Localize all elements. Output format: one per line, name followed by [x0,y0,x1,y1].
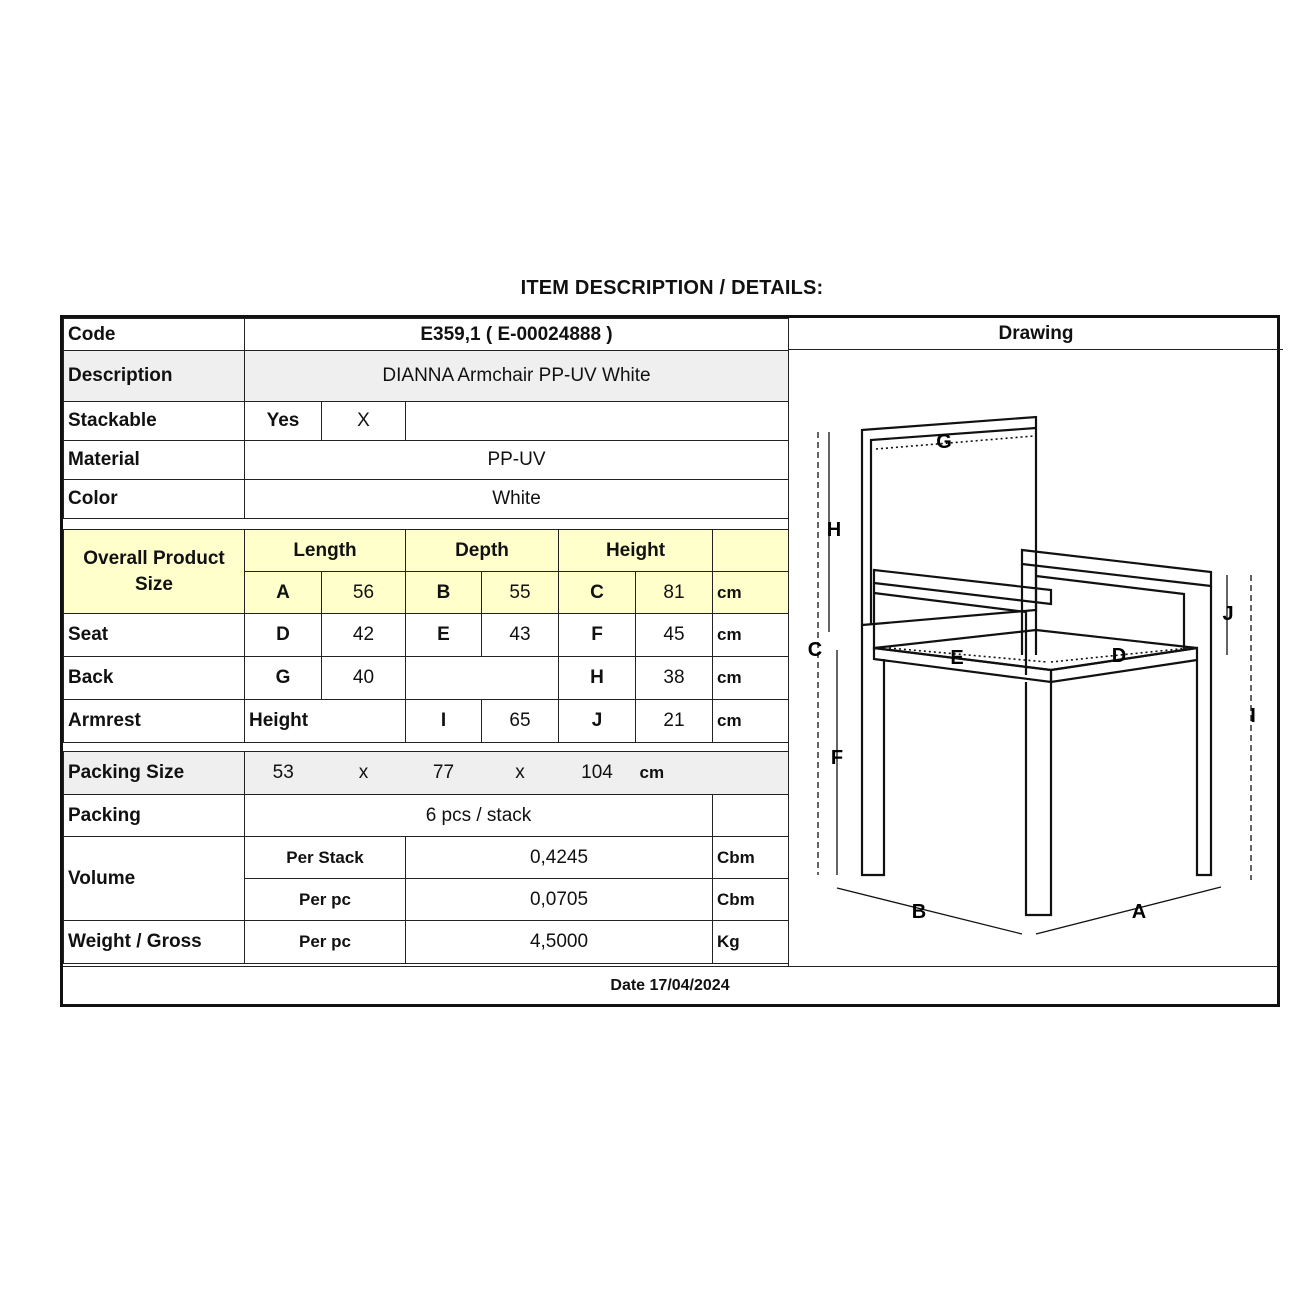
chair-front-left-leg [862,625,884,875]
packing-size-x2: x [482,752,559,795]
dim-label-b: B [911,901,927,923]
gap-row [64,519,789,530]
dim-label-e: E [950,647,964,669]
back-h-letter: H [559,657,636,700]
overall-c-value: 81 [636,572,713,614]
seat-e-value: 43 [482,614,559,657]
packing-size-h: 104 [559,752,636,795]
back-label: Back [64,657,245,700]
code-label: Code [64,319,245,351]
dim-label-g: G [936,431,952,453]
item-sheet [60,315,1280,1007]
material-label: Material [64,441,245,480]
material-value: PP-UV [245,441,789,480]
seat-d-letter: D [245,614,322,657]
row-material [64,441,789,480]
overall-a-letter: A [245,572,322,614]
back-g-value: 40 [322,657,406,700]
volume-per-stack-label: Per Stack [245,837,406,879]
description-value: DIANNA Armchair PP-UV White [245,351,789,402]
dim-label-d: D [1111,645,1127,667]
row-armrest [64,700,789,743]
row-back [64,657,789,700]
row-description [64,351,789,402]
seat-f-value: 45 [636,614,713,657]
length-header: Length [245,530,406,572]
row-seat [64,614,789,657]
seat-f-letter: F [559,614,636,657]
row-color [64,480,789,519]
row-packing [64,795,789,837]
chair-right-arm [1022,550,1211,586]
armrest-sub: Height [245,700,406,743]
specs-table [63,318,789,964]
height-header: Height [559,530,713,572]
dim-label-i: I [1250,705,1256,727]
row-overall-headers [64,530,789,572]
drawing-title: Drawing [788,318,1283,350]
weight-unit: Kg [713,921,789,964]
dim-label-j: J [1222,603,1234,625]
page-title: ITEM DESCRIPTION / DETAILS: [520,277,824,299]
row-weight [64,921,789,964]
packing-size-unit: cm [636,752,713,795]
packing-size-x1: x [322,752,406,795]
chair-front-right-leg [1026,682,1051,915]
back-unit: cm [713,657,789,700]
seat-unit: cm [713,614,789,657]
volume-per-stack-value: 0,4245 [406,837,713,879]
drawing-area [788,350,1283,966]
dim-label-h: H [826,519,842,541]
code-value: E359,1 ( E-00024888 ) [245,319,789,351]
armrest-label: Armrest [64,700,245,743]
weight-per-pc-label: Per pc [245,921,406,964]
row-code [64,319,789,351]
volume-per-pc-label: Per pc [245,879,406,921]
dim-label-c: C [807,639,823,661]
packing-blank [713,795,789,837]
seat-e-letter: E [406,614,482,657]
row-stackable [64,402,789,441]
color-value: White [245,480,789,519]
overall-c-letter: C [559,572,636,614]
overall-b-value: 55 [482,572,559,614]
armrest-unit: cm [713,700,789,743]
overall-label: Overall Product Size [64,530,245,614]
stackable-option: Yes [245,402,322,441]
volume-per-pc-unit: Cbm [713,879,789,921]
weight-value: 4,5000 [406,921,713,964]
weight-label: Weight / Gross [64,921,245,964]
packing-size-w: 53 [245,752,322,795]
overall-unit: cm [713,572,789,614]
overall-a-value: 56 [322,572,406,614]
volume-per-pc-value: 0,0705 [406,879,713,921]
footer-date: Date 17/04/2024 [63,966,1277,1005]
packing-size-blank [713,752,789,795]
chair-left-arm [874,570,1051,604]
stackable-blank [406,402,789,441]
dim-label-f: F [830,747,844,769]
armrest-i-letter: I [406,700,482,743]
volume-label: Volume [64,837,245,921]
overall-b-letter: B [406,572,482,614]
row-volume-stack [64,837,789,879]
back-h-value: 38 [636,657,713,700]
seat-d-value: 42 [322,614,406,657]
dim-label-a: A [1131,901,1147,923]
gap-row-2 [64,743,789,752]
back-g-letter: G [245,657,322,700]
overall-header-blank [713,530,789,572]
armrest-j-letter: J [559,700,636,743]
row-packing-size [64,752,789,795]
depth-header: Depth [406,530,559,572]
armrest-j-value: 21 [636,700,713,743]
packing-value: 6 pcs / stack [245,795,713,837]
packing-label: Packing [64,795,245,837]
color-label: Color [64,480,245,519]
chair-back-right-leg [1197,586,1211,875]
volume-per-stack-unit: Cbm [713,837,789,879]
packing-size-label: Packing Size [64,752,245,795]
packing-size-d: 77 [406,752,482,795]
armchair-drawing [789,350,1284,966]
back-blank [406,657,559,700]
seat-label: Seat [64,614,245,657]
stackable-mark: X [322,402,406,441]
stackable-label: Stackable [64,402,245,441]
description-label: Description [64,351,245,402]
armrest-i-value: 65 [482,700,559,743]
